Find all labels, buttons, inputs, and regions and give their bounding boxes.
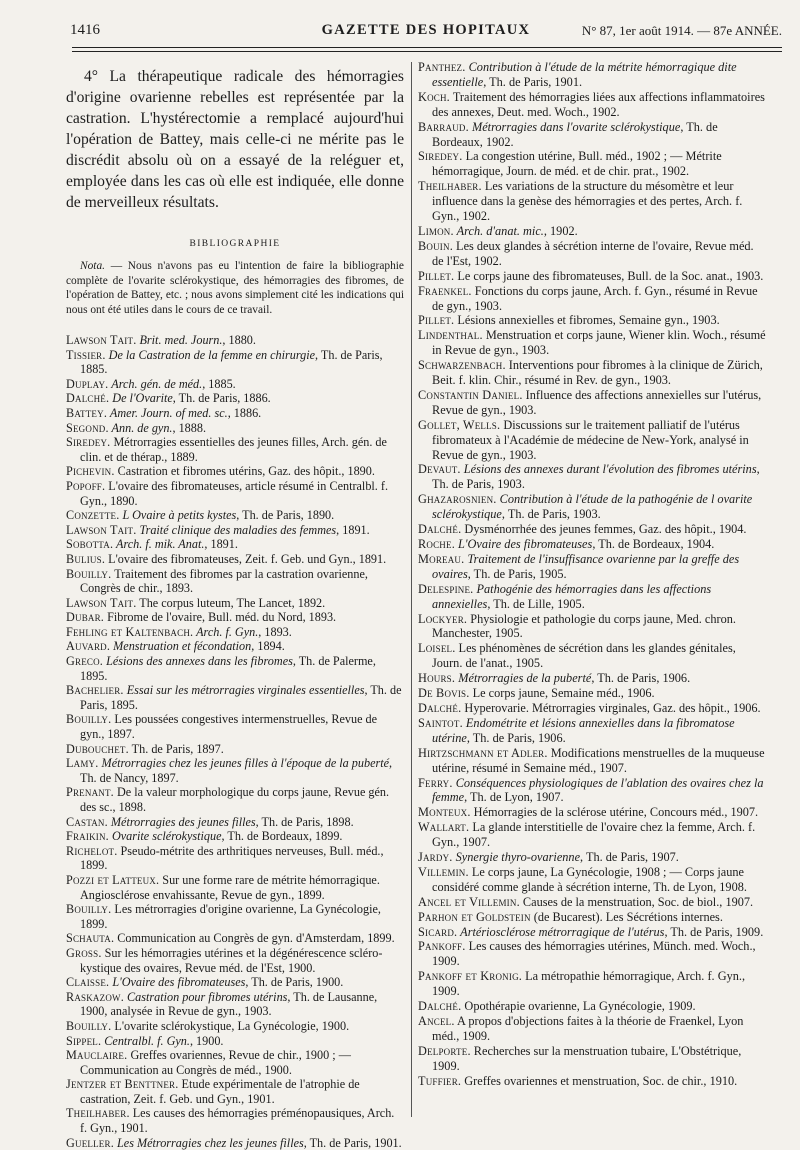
- reference-title: Pathogénie des hémorragies dans les affections annexielles: [432, 581, 712, 611]
- reference-title: Métrorragies des jeunes filles: [107, 814, 256, 829]
- reference-details: , Th. de Paris, 1903.: [432, 462, 760, 492]
- reference-entry: [66, 596, 404, 611]
- reference-entry: [418, 776, 768, 806]
- reference-details: , 1893.: [258, 624, 292, 639]
- reference-title: Essai sur les métrorragies virginales essentielles: [123, 683, 365, 698]
- reference-details: Physiologie et pathologie du corps jaune, Med. chron. Manchester, 1905.: [432, 611, 736, 641]
- reference-details: Menstruation et corps jaune, Wiener klin. Woch., résumé in Revue de gyn., 1903.: [432, 328, 766, 358]
- reference-entry: [66, 523, 404, 538]
- reference-details: , Th. de Paris, 1901.: [483, 74, 583, 89]
- reference-author: Dalché.: [418, 999, 462, 1014]
- page-number: 1416: [70, 22, 100, 38]
- reference-title: L'Ovaire des fibromateuses: [109, 975, 246, 990]
- left-column: [66, 60, 404, 1150]
- reference-details: Castration et fibromes utérins, Gaz. des hôpit., 1890.: [114, 464, 375, 479]
- reference-entry: [418, 328, 768, 358]
- reference-entry: [66, 406, 404, 421]
- reference-author: Gollet, Wells.: [418, 417, 501, 432]
- reference-entry: [418, 537, 768, 552]
- reference-title: Métrorragies chez les jeunes filles à l'époque de la puberté: [98, 756, 390, 771]
- reference-details: , Th. de Paris, 1890.: [236, 508, 335, 523]
- reference-details: , 1891.: [204, 537, 238, 552]
- reference-details: Hyperovarie. Métrorragies virginales, Gaz. des hôpit., 1906.: [461, 700, 761, 715]
- reference-author: Jardy.: [418, 850, 453, 865]
- reference-entry: [66, 464, 404, 479]
- reference-details: La congestion utérine, Bull. méd., 1902 ; — Métrite hémorragique, Journ. de méd. et de chir. prat., 1902.: [432, 149, 722, 179]
- reference-entry: [418, 686, 768, 701]
- reference-author: Panthez.: [418, 60, 466, 74]
- reference-details: Opothérapie ovarienne, La Gynécologie, 1909.: [461, 999, 696, 1014]
- reference-author: Monteux.: [418, 805, 471, 820]
- reference-details: Greffes ovariennes, Revue de chir., 1900 ; — Communication au Congrès de méd., 1900.: [80, 1048, 351, 1077]
- reference-details: , 1891.: [336, 522, 370, 537]
- reference-entry: [418, 224, 768, 239]
- reference-entry: [66, 552, 404, 567]
- reference-details: , Th. de Paris, 1900.: [245, 975, 344, 990]
- reference-details: Fibrome de l'ovaire, Bull. méd. du Nord, 1893.: [104, 610, 337, 625]
- reference-entry: [66, 756, 404, 785]
- reference-details: Les phénomènes de sécrétion dans les glandes génitales, Journ. de l'anat., 1905.: [432, 641, 736, 671]
- reference-author: Villemin.: [418, 864, 469, 879]
- journal-title: GAZETTE DES HOPITAUX: [321, 22, 531, 38]
- reference-title: L Ovaire à petits kystes: [119, 508, 237, 523]
- reference-details: Sur les hémorragies utérines et la dégénérescence sclérokystique des ovaires, Revue méd. de l'Est, 1900.: [80, 945, 383, 975]
- reference-author: Castan.: [66, 814, 108, 829]
- reference-details: Recherches sur la menstruation tubaire, L'Obstétrique, 1909.: [432, 1043, 742, 1073]
- reference-entry: [418, 1014, 768, 1044]
- reference-details: De la valeur morphologique du corps jaune, Revue gén. des sc., 1898.: [80, 785, 390, 814]
- reference-title: Centralbl. f. Gyn.: [101, 1033, 190, 1048]
- reference-author: Ghazarosnien.: [418, 492, 497, 507]
- reference-title: Métrorragies de la puberté: [455, 671, 592, 686]
- reference-entry: [66, 829, 404, 844]
- reference-author: Auvard.: [66, 639, 111, 654]
- reference-author: Ancel.: [418, 1014, 455, 1028]
- reference-entry: [418, 612, 768, 642]
- reference-entry: [418, 582, 768, 612]
- reference-entry: [66, 1034, 404, 1049]
- reference-details: (de Bucarest). Les Sécrétions internes.: [530, 909, 723, 924]
- reference-entry: [66, 1106, 404, 1135]
- reference-details: Les poussées congestives intermenstruelles, Revue de gyn., 1897.: [80, 712, 378, 742]
- reference-entry: [66, 537, 404, 552]
- reference-details: Le corps jaune des fibromateuses, Bull. de la Soc. anat., 1903.: [454, 268, 764, 283]
- reference-entry: [418, 239, 768, 269]
- reference-title: De la Castration de la femme en chirurgie: [105, 347, 316, 362]
- right-column: [418, 60, 768, 1089]
- reference-entry: [418, 179, 768, 224]
- reference-entry: [418, 462, 768, 492]
- reference-entry: [418, 925, 768, 940]
- reference-details: , Th. de Bordeaux, 1899.: [221, 829, 343, 844]
- reference-entry: [418, 716, 768, 746]
- reference-author: Bouin.: [418, 238, 453, 253]
- reference-author: Bouilly.: [66, 566, 112, 581]
- reference-author: Greco.: [66, 654, 104, 669]
- reference-author: Theilhaber.: [418, 179, 482, 194]
- reference-details: , Th. de Lyon, 1907.: [464, 790, 564, 805]
- reference-title: Arch. f. Gyn.: [193, 624, 259, 639]
- reference-author: Fraikin.: [66, 829, 109, 844]
- page-header: [70, 20, 782, 42]
- reference-author: Lawson Tait.: [66, 595, 137, 610]
- reference-details: La glande interstitielle de l'ovaire chez la femme, Arch. f. Gyn., 1907.: [432, 820, 756, 850]
- reference-entry: [66, 391, 404, 406]
- reference-entry: [66, 333, 404, 348]
- reference-details: , Th. de Paris, 1905.: [467, 566, 567, 581]
- reference-entry: [66, 567, 404, 596]
- reference-author: Ancel et Villemin.: [418, 894, 520, 909]
- reference-entry: [66, 683, 404, 712]
- column-divider: [411, 62, 412, 1117]
- reference-title: Menstruation et fécondation: [110, 639, 252, 654]
- reference-details: Les métrorragies d'origine ovarienne, La Gynécologie, 1899.: [80, 902, 381, 931]
- reference-details: Fonctions du corps jaune, Arch. f. Gyn., résumé in Revue de gyn., 1903.: [432, 283, 758, 313]
- reference-title: Castration pour fibromes utérins: [123, 989, 288, 1004]
- reference-author: Constantin Daniel.: [418, 387, 523, 402]
- reference-title: Lésions des annexes durant l'évolution des fibromes utérins: [460, 462, 757, 477]
- reference-author: Sippel.: [66, 1033, 102, 1048]
- reference-entry: [418, 1044, 768, 1074]
- reference-details: , Th. de Lausanne, 1900, analysée in Revue de gyn., 1903.: [80, 989, 378, 1019]
- reference-author: Jentzer et Benttner.: [66, 1077, 179, 1092]
- reference-details: , Th. de Paris, 1885.: [80, 347, 383, 377]
- reference-author: Barraud.: [418, 119, 469, 134]
- reference-entry: [66, 610, 404, 625]
- reference-title: Arch. d'anat. mic.: [453, 223, 544, 238]
- reference-author: Battey.: [66, 405, 108, 420]
- reference-entry: [418, 999, 768, 1014]
- reference-author: Hours.: [418, 671, 456, 686]
- reference-author: Bulius.: [66, 551, 106, 566]
- reference-author: Pankoff et Kronig.: [418, 969, 523, 984]
- reference-entry: [418, 1074, 768, 1089]
- reference-title: De l'Ovarite: [109, 391, 173, 406]
- reference-author: Delporte.: [418, 1043, 471, 1058]
- reference-entry: [66, 625, 404, 640]
- reference-details: Les causes des hémorragies utérines, Münch. med. Woch., 1909.: [432, 939, 756, 969]
- reference-entry: [66, 1077, 404, 1106]
- reference-entry: [418, 671, 768, 686]
- reference-details: L'ovaire des fibromateuses, Zeit. f. Geb. und Gyn., 1891.: [105, 551, 387, 566]
- reference-details: , Th. de Paris, 1886.: [172, 391, 271, 406]
- reference-author: Pillet.: [418, 268, 455, 283]
- reference-entry: [418, 120, 768, 150]
- reference-details: Le corps jaune, La Gynécologie, 1908 ; — Corps jaune considéré comme glande à sécrétion interne, Th. de Lyon, 1908.: [432, 864, 747, 894]
- reference-author: Bachelier.: [66, 683, 124, 698]
- reference-details: , Th. de Paris, 1907.: [580, 850, 679, 865]
- reference-author: Koch.: [418, 89, 450, 104]
- reference-title: Synergie thyro-ovarienne: [452, 850, 581, 865]
- reference-details: , Th. de Nancy, 1897.: [80, 756, 393, 785]
- reference-entry: [418, 746, 768, 776]
- reference-details: , 1900.: [189, 1033, 224, 1048]
- note-text: — Nous n'avons pas eu l'intention de faire la bibliographie complète de l'ovarite sclérokystique, des hémorragies des fibromes, de l'opération de Battey, etc. ; nous avons simplement cité les indications qui nous ont été utiles dans le cours de ce travail.: [66, 260, 404, 316]
- reference-details: , 1894.: [251, 639, 285, 654]
- header-rule-thin: [72, 51, 782, 52]
- reference-details: The corpus luteum, The Lancet, 1892.: [136, 595, 326, 610]
- reference-author: Roche.: [418, 537, 455, 551]
- reference-author: Hirtzschmann et Adler.: [418, 745, 548, 760]
- bibliography-note: [66, 259, 404, 317]
- reference-entry: [66, 902, 404, 931]
- reference-author: Tuffier.: [418, 1073, 462, 1088]
- reference-author: Lockyer.: [418, 611, 468, 626]
- reference-author: Bouilly.: [66, 902, 112, 917]
- reference-entry: [418, 60, 768, 90]
- reference-entry: [66, 508, 404, 523]
- reference-details: Influence des affections annexielles sur l'utérus, Revue de gyn., 1903.: [432, 387, 762, 417]
- reference-details: Métrorragies essentielles des jeunes filles, Arch. gén. de clin. et de thérap., 1889.: [80, 435, 387, 464]
- reference-title: Amer. Journ. of med. sc.: [107, 405, 228, 420]
- note-label: Nota.: [80, 260, 106, 272]
- reference-details: Causes de la menstruation, Soc. de biol., 1907.: [519, 894, 754, 909]
- reference-details: , Th. de Paris, 1898.: [255, 814, 354, 829]
- reference-author: Ferry.: [418, 775, 453, 790]
- reference-author: Lawson Tait.: [66, 333, 137, 347]
- reference-details: , Th. de Paris, 1895.: [80, 683, 402, 712]
- header-rule: [72, 47, 782, 48]
- reference-details: A propos d'objections faites à la théorie de Fraenkel, Lyon méd., 1909.: [432, 1014, 744, 1043]
- reference-details: , Th. de Bordeaux, 1902.: [432, 119, 718, 149]
- reference-entry: [418, 910, 768, 925]
- reference-details: Sur une forme rare de métrite hémorragique. Angiosclérose envahissante, Revue de gyn., 1899.: [80, 872, 380, 902]
- reference-title: Traitement de l'insuffisance ovarienne par la greffe des ovaires: [432, 551, 740, 581]
- reference-author: Raskazow.: [66, 989, 124, 1004]
- reference-author: Lawson Tait.: [66, 522, 137, 537]
- reference-author: Devaut.: [418, 462, 461, 477]
- reference-title: Brit. med. Journ.: [136, 333, 223, 347]
- reference-details: Hémorragies de la sclérose utérine, Concours méd., 1907.: [470, 805, 759, 820]
- reference-author: Dubouchet.: [66, 741, 129, 756]
- reference-details: Traitement des fibromes par la castration ovarienne, Congrès de chir., 1893.: [80, 566, 368, 596]
- reference-list-right: [418, 60, 768, 1089]
- reference-entry: [418, 969, 768, 999]
- reference-details: Le corps jaune, Semaine méd., 1906.: [469, 686, 655, 701]
- reference-author: Dalché.: [66, 391, 110, 406]
- reference-author: Theilhaber.: [66, 1106, 130, 1121]
- reference-author: Dalché.: [418, 700, 462, 715]
- reference-entry: [418, 492, 768, 522]
- reference-entry: [66, 931, 404, 946]
- reference-entry: [66, 742, 404, 757]
- reference-details: Th. de Paris, 1897.: [128, 741, 224, 756]
- reference-author: Sobotta.: [66, 537, 114, 552]
- reference-author: Parhon et Goldstein: [418, 909, 531, 924]
- reference-details: , 1902.: [543, 223, 578, 238]
- reference-entry: [418, 269, 768, 284]
- reference-entry: [418, 850, 768, 865]
- reference-details: Communication au Congrès de gyn. d'Amsterdam, 1899.: [114, 931, 395, 946]
- reference-entry: [66, 435, 404, 464]
- reference-author: Prenant.: [66, 785, 114, 800]
- reference-entry: [418, 418, 768, 463]
- reference-title: L'Ovaire des fibromateuses: [454, 537, 593, 551]
- reference-details: , Th. de Paris, 1909.: [664, 924, 764, 939]
- reference-entry: [418, 522, 768, 537]
- reference-title: Métrorragies dans l'ovarite sclérokystique: [468, 119, 681, 134]
- reference-entry: [66, 785, 404, 814]
- reference-entry: [66, 975, 404, 990]
- reference-author: Schwarzenbach.: [418, 358, 506, 373]
- reference-details: Les variations de la structure du mésomètre et leur influence dans la genèse des hémorragies et des pertes, Arch. f. Gyn., 1902.: [432, 179, 743, 224]
- reference-author: Schauta.: [66, 931, 115, 946]
- reference-title: Contribution à l'étude de la pathogénie de l ovarite sclérokystique: [432, 492, 753, 522]
- issue-info: N° 87, 1er août 1914. — 87e ANNÉE.: [581, 23, 782, 38]
- reference-details: , Th. de Paris, 1906.: [591, 671, 691, 686]
- reference-author: Mauclaire.: [66, 1048, 128, 1063]
- reference-entry: [418, 90, 768, 120]
- reference-author: Lamy.: [66, 756, 99, 771]
- reference-details: , Th. de Paris, 1901.: [303, 1135, 402, 1150]
- reference-entry: [66, 1136, 404, 1150]
- reference-details: Modifications menstruelles de la muqueuse utérine, résumé in Semaine méd., 1907.: [432, 745, 765, 775]
- reference-details: , Th. de Lille, 1905.: [487, 596, 585, 611]
- reference-author: Fraenkel.: [418, 283, 472, 298]
- reference-entry: [66, 1019, 404, 1034]
- reference-author: De Bovis.: [418, 686, 470, 701]
- reference-author: Limon.: [418, 223, 454, 238]
- reference-author: Pozzi et Latteux.: [66, 872, 160, 887]
- reference-entry: [418, 641, 768, 671]
- reference-author: Conzette.: [66, 508, 120, 523]
- reference-author: Sicard.: [418, 924, 458, 939]
- reference-entry: [66, 377, 404, 392]
- reference-details: La métropathie hémorragique, Arch. f. Gyn., 1909.: [432, 969, 746, 999]
- reference-details: Pseudo-métrite des arthritiques nerveuses, Bull. méd., 1899.: [80, 843, 384, 873]
- reference-entry: [418, 701, 768, 716]
- reference-entry: [66, 990, 404, 1019]
- reference-entry: [418, 820, 768, 850]
- reference-details: , Th. de Palerme, 1895.: [80, 654, 376, 683]
- reference-author: Dalché.: [418, 522, 462, 537]
- reference-details: , 1888.: [172, 420, 206, 435]
- reference-entry: [418, 805, 768, 820]
- reference-entry: [66, 479, 404, 508]
- reference-details: , Th. de Paris, 1903.: [501, 507, 601, 522]
- reference-details: , Th. de Paris, 1906.: [466, 730, 566, 745]
- reference-author: Popoff.: [66, 478, 106, 493]
- reference-details: L'ovaire des fibromateuses, article résumé in Centralbl. f. Gyn., 1890.: [80, 478, 388, 508]
- reference-author: Gueller.: [66, 1135, 114, 1150]
- reference-author: Claisse.: [66, 975, 110, 990]
- reference-title: Endométrite et lésions annexielles dans la fibromatose utérine: [432, 715, 735, 745]
- reference-entry: [418, 552, 768, 582]
- reference-title: Traité clinique des maladies des femmes: [136, 522, 337, 537]
- reference-author: Duplay.: [66, 376, 109, 391]
- reference-entry: [66, 815, 404, 830]
- reference-title: Artériosclérose métrorragique de l'utérus: [457, 924, 665, 939]
- reference-author: Dubar.: [66, 610, 105, 625]
- reference-list-left: [66, 333, 404, 1150]
- reference-title: Contribution à l'étude de la métrite hémorragique dite essentielle: [432, 60, 737, 89]
- reference-details: , 1885.: [202, 376, 236, 391]
- reference-details: Interventions pour fibromes à la clinique de Zürich, Beit. f. klin. Chir., résumé in Rev. de gyn., 1903.: [432, 358, 763, 388]
- reference-details: Traitement des hémorragies liées aux affections inflammatoires des annexes, Deut. med. Woch., 1902.: [432, 89, 765, 119]
- reference-entry: [66, 1048, 404, 1077]
- reference-author: Moreau.: [418, 551, 465, 566]
- reference-author: Bouilly.: [66, 712, 112, 727]
- reference-title: Les Métrorragies chez les jeunes filles: [113, 1135, 304, 1150]
- reference-entry: [418, 388, 768, 418]
- reference-author: Segond.: [66, 420, 109, 435]
- reference-entry: [418, 939, 768, 969]
- intro-paragraph: 4° La thérapeutique radicale des hémorragies d'origine ovarienne rebelles est représentée par la castration. L'hystérectomie a remplacé aujourd'hui l'opération de Battey, mais celle-ci ne mérite pas le discrédit absolu où on a essayé de la reléguer et, employée dans les cas où elle est indiquée, elle donne de merveilleux résultats.: [66, 68, 404, 211]
- reference-entry: [418, 284, 768, 314]
- reference-author: Pankoff.: [418, 939, 466, 954]
- reference-details: Greffes ovariennes et menstruation, Soc. de chir., 1910.: [461, 1073, 738, 1088]
- reference-details: , Th. de Bordeaux, 1904.: [592, 537, 715, 551]
- reference-author: Bouilly.: [66, 1018, 112, 1033]
- reference-title: Ann. de gyn.: [108, 420, 173, 435]
- reference-author: Gross.: [66, 945, 102, 960]
- reference-entry: [66, 844, 404, 873]
- reference-author: Lindenthal.: [418, 328, 483, 343]
- reference-details: Discussions sur le traitement palliatif de l'utérus fibromateux à l'Académie de médecine de New-York, analysé in Revue de gyn., 1903.: [432, 417, 749, 462]
- reference-title: Conséquences physiologiques de l'ablation des ovaires chez la femme: [432, 775, 764, 805]
- reference-author: Fehling et Kaltenbach.: [66, 624, 194, 639]
- reference-entry: [418, 358, 768, 388]
- reference-entry: [66, 946, 404, 975]
- reference-author: Tissier.: [66, 347, 106, 362]
- reference-details: Dysménorrhée des jeunes femmes, Gaz. des hôpit., 1904.: [461, 522, 747, 537]
- reference-details: , 1886.: [227, 405, 262, 420]
- reference-title: Arch. f. mik. Anat.: [113, 537, 205, 552]
- reference-author: Siredey.: [418, 149, 463, 164]
- reference-entry: [66, 654, 404, 683]
- bibliography-title: BIBLIOGRAPHIE: [189, 239, 281, 249]
- reference-title: Arch. gén. de méd.: [108, 376, 203, 391]
- reference-entry: [66, 348, 404, 377]
- reference-title: Lésions des annexes dans les fibromes: [103, 654, 293, 669]
- reference-details: Etude expérimentale de l'atrophie de castration, Zeit. f. Geb. und Gyn., 1901.: [80, 1077, 360, 1106]
- reference-author: Delespine.: [418, 581, 474, 596]
- reference-author: Loisel.: [418, 641, 456, 656]
- reference-author: Pichevin.: [66, 464, 115, 479]
- reference-entry: [66, 712, 404, 741]
- reference-entry: [418, 149, 768, 179]
- reference-author: Saintot.: [418, 715, 463, 730]
- reference-details: Les deux glandes à sécrétion interne de l'ovaire, Revue méd. de l'Est, 1902.: [432, 238, 754, 268]
- reference-entry: [418, 313, 768, 328]
- reference-entry: [418, 865, 768, 895]
- reference-entry: [66, 421, 404, 436]
- reference-entry: [66, 639, 404, 654]
- reference-details: Lésions annexielles et fibromes, Semaine gyn., 1903.: [454, 313, 720, 328]
- reference-details: L'ovarite sclérokystique, La Gynécologie, 1900.: [111, 1018, 350, 1033]
- reference-title: Ovarite sclérokystique: [108, 829, 222, 844]
- reference-entry: [418, 895, 768, 910]
- reference-entry: [66, 873, 404, 902]
- reference-details: , 1880.: [222, 333, 256, 347]
- reference-details: Les causes des hémorragies préménopausiques, Arch. f. Gyn., 1901.: [80, 1106, 395, 1136]
- reference-author: Wallart.: [418, 820, 470, 835]
- reference-author: Richelot.: [66, 843, 118, 858]
- reference-author: Siredey.: [66, 435, 111, 450]
- reference-author: Pillet.: [418, 313, 455, 328]
